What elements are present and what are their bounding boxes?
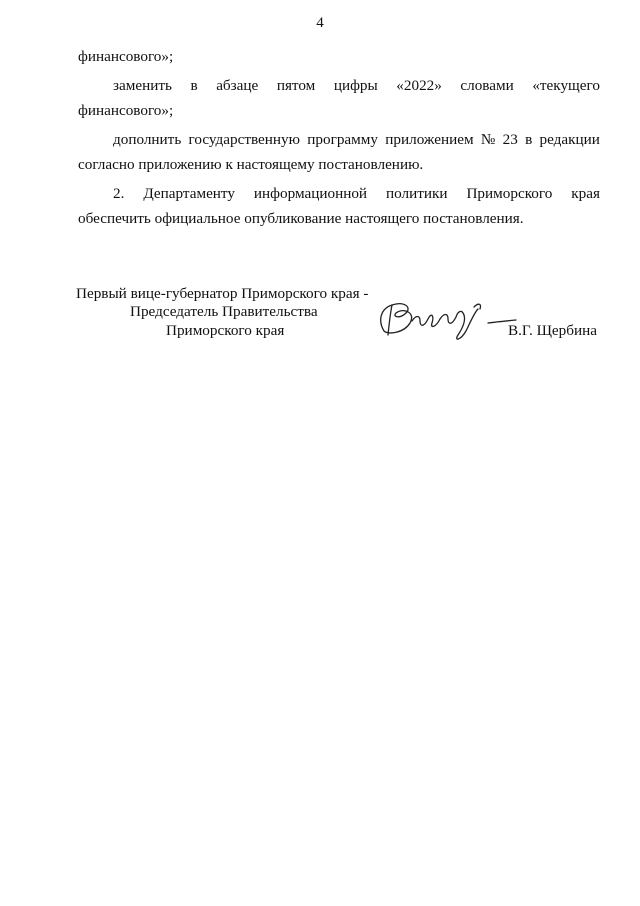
handwritten-signature: [370, 291, 520, 351]
signer-name: В.Г. Щербина: [508, 322, 597, 339]
word: абзаце: [216, 77, 259, 94]
word: 2.: [113, 185, 125, 202]
word: Департаменту: [143, 185, 235, 202]
paragraph-1-line-1: финансового»;: [78, 48, 174, 65]
paragraph-4-line-2: обеспечить официальное опубликование настоящего постановления.: [78, 210, 524, 227]
paragraph-2-line-2: финансового»;: [78, 102, 174, 119]
paragraph-3-line-2: согласно приложению к настоящему постановлению.: [78, 156, 424, 173]
paragraph-2-line-1: [113, 77, 600, 95]
word: заменить: [113, 77, 172, 94]
word: приложением: [385, 131, 474, 148]
word: 23: [502, 131, 518, 148]
signer-title-line-3: Приморского края: [166, 322, 285, 339]
word: государственную: [188, 131, 300, 148]
page-number: 4: [316, 15, 324, 31]
word: пятом: [276, 77, 316, 94]
signer-title-line-2: Председатель Правительства: [130, 303, 318, 320]
word: «текущего: [532, 77, 600, 94]
word: №: [480, 131, 496, 148]
word: в: [525, 131, 533, 148]
word: политики: [386, 185, 448, 202]
word: края: [571, 185, 600, 202]
word: редакции: [539, 131, 600, 148]
paragraph-4-line-1: [113, 185, 600, 203]
word: дополнить: [113, 131, 182, 148]
signer-title-line-1: Первый вице-губернатор Приморского края -: [76, 285, 369, 302]
word: программу: [307, 131, 378, 148]
word: в: [190, 77, 198, 94]
word: Приморского: [466, 185, 553, 202]
word: «2022»: [396, 77, 442, 94]
word: информационной: [253, 185, 368, 202]
word: словами: [460, 77, 514, 94]
paragraph-3-line-1: [113, 131, 600, 149]
word: цифры: [333, 77, 378, 94]
